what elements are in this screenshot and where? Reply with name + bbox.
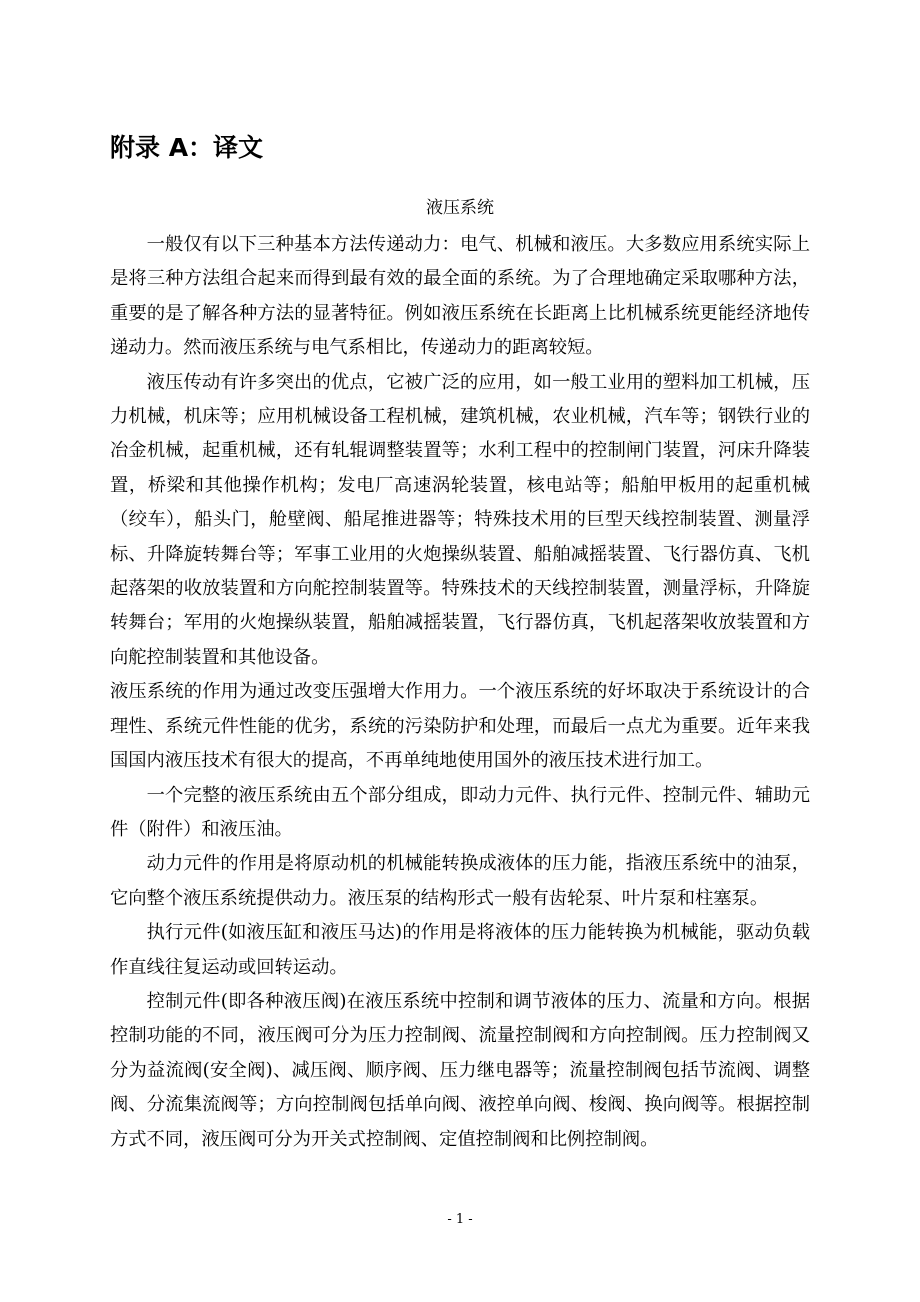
paragraph-power-transmission: 一般仅有以下三种基本方法传递动力：电气、机械和液压。大多数应用系统实际上是将三种方法组合起来而得到最有效的最全面的系统。为了合理地确定采取哪种方法，重要的是了解各种方法的显著特征。例如液压系统在长距离上比机械系统更能经济地传递动力。然而液压系统与电气系相比，传递动力的距离较短。 xyxy=(110,234,810,359)
paragraph-components: 一个完整的液压系统由五个部分组成，即动力元件、执行元件、控制元件、辅助元件（附件）和液压油。 xyxy=(110,784,810,840)
paragraph-power-elements: 动力元件的作用是将原动机的机械能转换成液体的压力能，指液压系统中的油泵，它向整个液压系统提供动力。液压泵的结构形式一般有齿轮泵、叶片泵和柱塞泵。 xyxy=(110,853,810,909)
paragraph-control-elements: 控制元件(即各种液压阀)在液压系统中控制和调节液体的压力、流量和方向。根据控制功能的不同，液压阀可分为压力控制阀、流量控制阀和方向控制阀。压力控制阀又分为益流阀(安全阀)、减压阀、顺序阀、压力继电器等；流量控制阀包括节流阀、调整阀、分流集流阀等；方向控制阀包括单向阀、液控单向阀、梭阀、换向阀等。根据控制方式不同，液压阀可分为开关式控制阀、定值控制阀和比例控制阀。 xyxy=(110,990,810,1150)
page-number: - 1 - xyxy=(447,1212,473,1227)
paragraph-actuators: 执行元件(如液压缸和液压马达)的作用是将液体的压力能转换为机械能，驱动负载作直线往复运动或回转运动。 xyxy=(110,922,810,978)
document-title: 液压系统 xyxy=(426,198,494,218)
paragraph-system-role: 液压系统的作用为通过改变压强增大作用力。一个液压系统的好坏取决于系统设计的合理性、系统元件性能的优劣，系统的污染防护和处理，而最后一点尤为重要。近年来我国国内液压技术有很大的提高，不再单纯地使用国外的液压技术进行加工。 xyxy=(110,681,810,772)
appendix-heading: 附录 A：译文 xyxy=(110,133,264,162)
document-body xyxy=(110,228,810,1157)
paragraph-applications: 液压传动有许多突出的优点，它被广泛的应用，如一般工业用的塑料加工机械，压力机械，机床等；应用机械设备工程机械，建筑机械，农业机械，汽车等；钢铁行业的冶金机械，起重机械，还有轧辊调整装置等；水利工程中的控制闸门装置，河床升降装置，桥梁和其他操作机构；发电厂高速涡轮装置，核电站等；船舶甲板用的起重机械（绞车），船头门，舱壁阀、船尾推进器等；特殊技术用的巨型天线控制装置、测量浮标、升降旋转舞台等；军事工业用的火炮操纵装置、船舶减摇装置、飞行器仿真、飞机起落架的收放装置和方向舵控制装置等。特殊技术的天线控制装置，测量浮标，升降旋转舞台；军用的火炮操纵装置，船舶减摇装置，飞行器仿真，飞机起落架收放装置和方向舵控制装置和其他设备。 xyxy=(110,371,810,668)
